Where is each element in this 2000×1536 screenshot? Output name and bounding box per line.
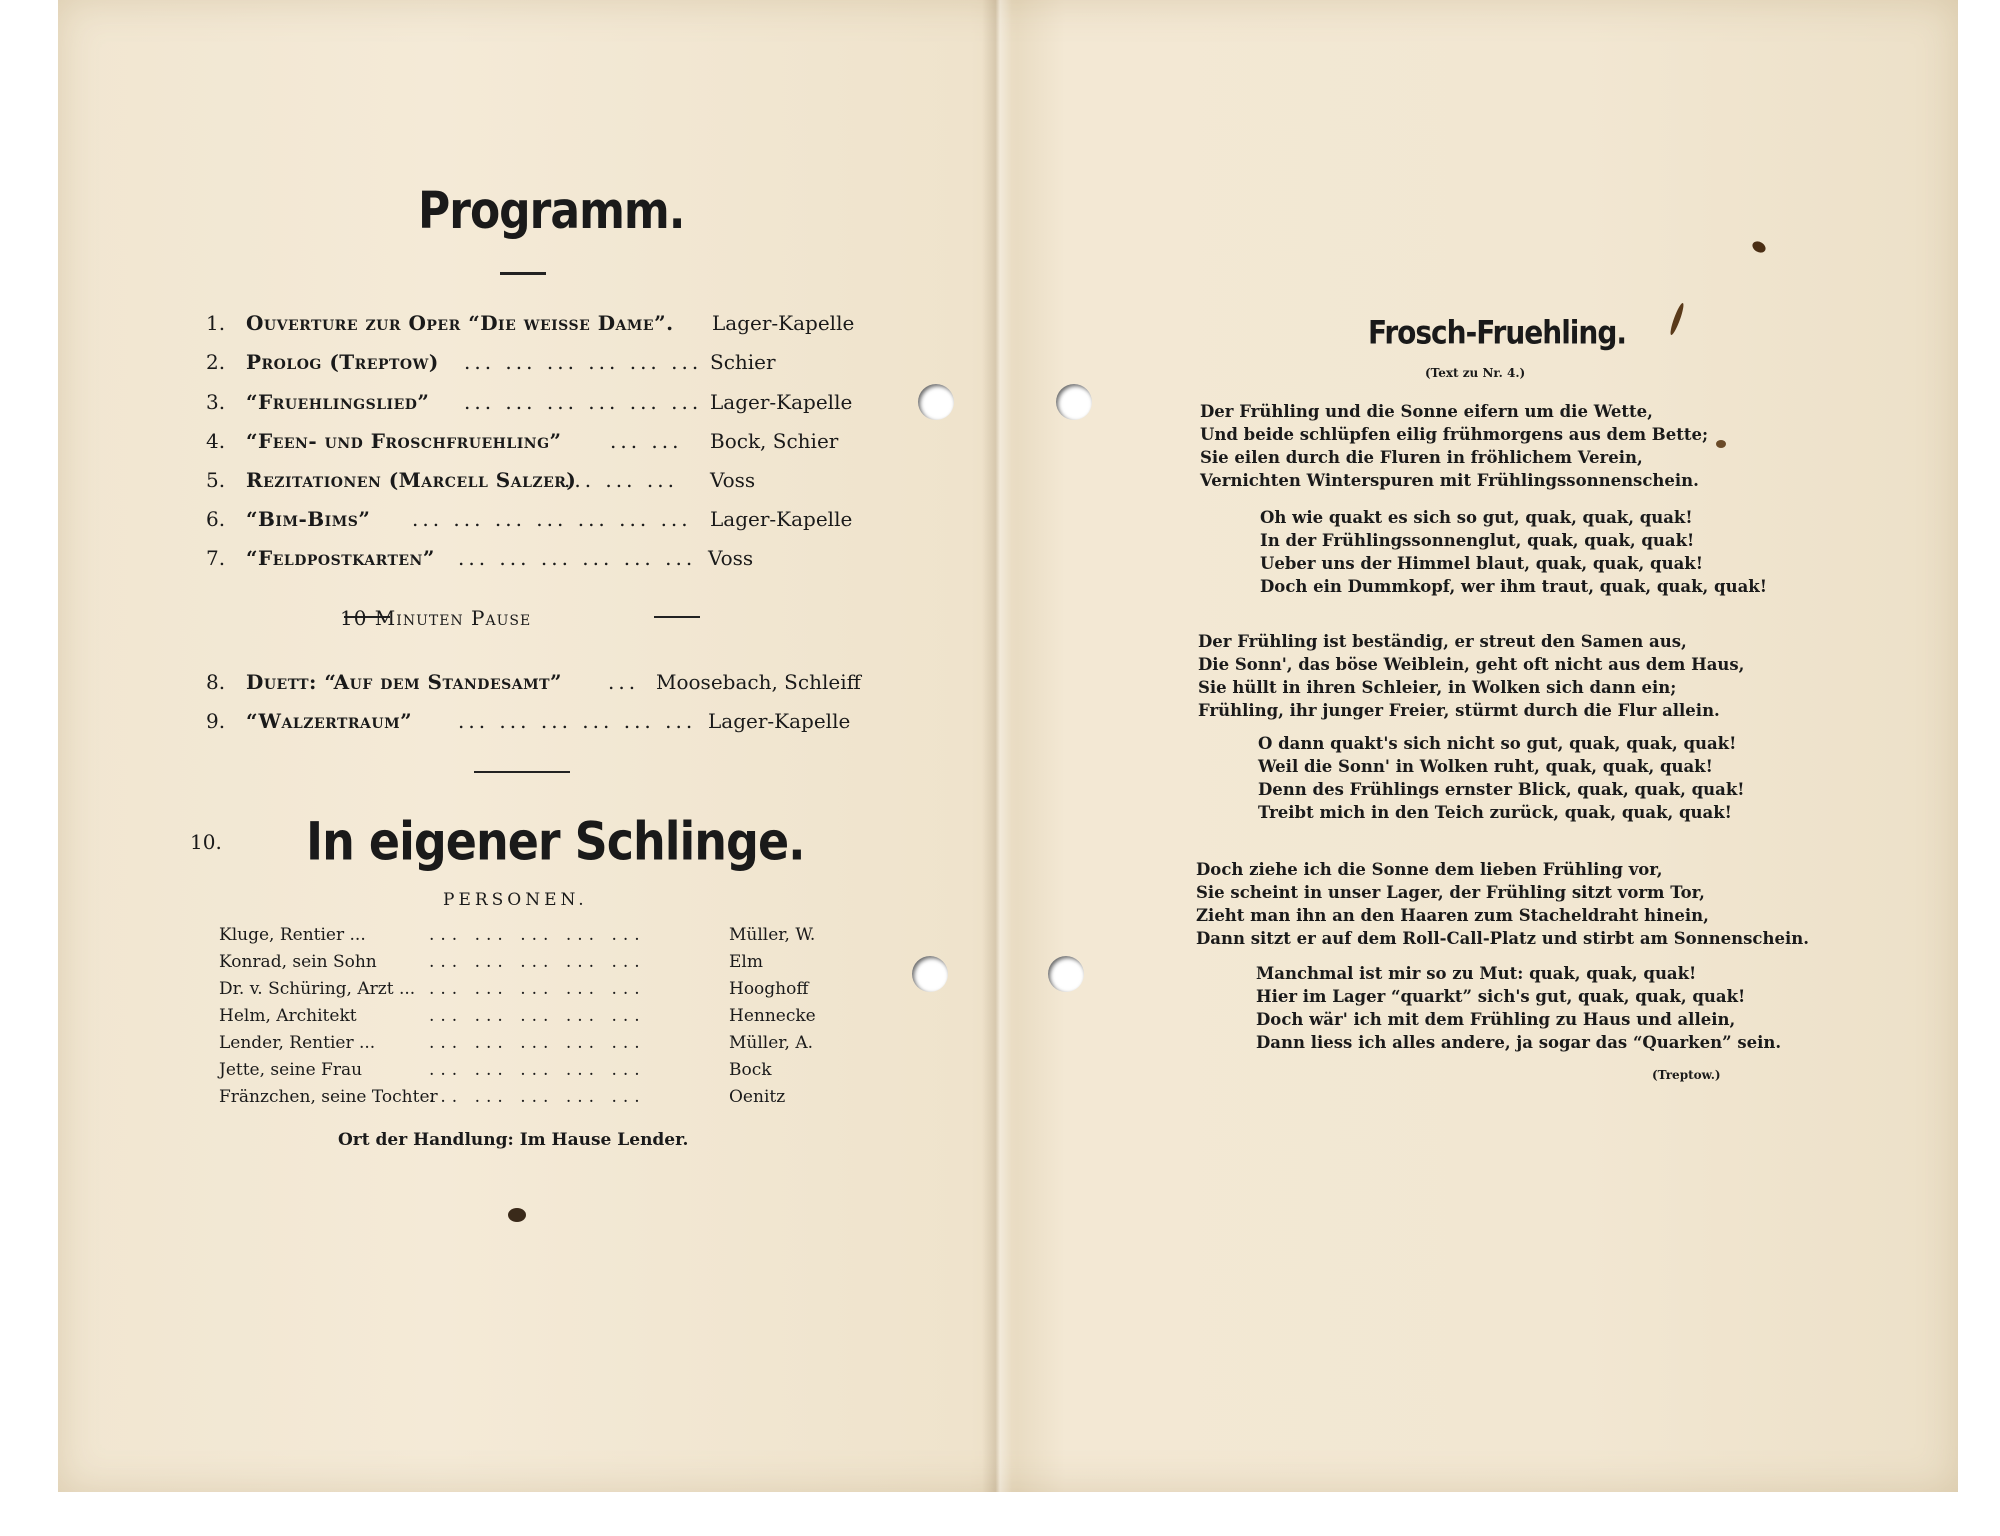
program-item (206, 507, 866, 541)
cast-row (219, 1087, 849, 1114)
cast-role: Kluge, Rentier ... (219, 925, 366, 945)
program-item-performer: Lager-Kapelle (710, 390, 853, 414)
poem-line: Manchmal ist mir so zu Mut: quak, quak, quak! (1256, 964, 1697, 983)
program-item (206, 429, 866, 463)
cast-actor: Bock (729, 1060, 772, 1080)
play-rule (474, 771, 570, 773)
ink-stain (1716, 440, 1726, 448)
program-item-number: 6. (206, 507, 226, 531)
poem-line: Vernichten Winterspuren mit Frühlingssonnenschein. (1200, 471, 1699, 490)
poem-line: Der Frühling ist beständig, er streut den Samen aus, (1198, 632, 1687, 651)
cast-actor: Oenitz (729, 1087, 786, 1107)
punch-hole (1056, 384, 1092, 420)
program-item-title: Rezitationen (Marcell Salzer) (246, 468, 577, 492)
play-title: In eigener Schlinge. (306, 809, 805, 873)
program-item-dots: ... ... ... ... ... ... (464, 390, 703, 414)
program-item (206, 546, 866, 580)
program-item-title: “Feldpostkarten” (246, 546, 435, 570)
program-item-dots: ... ... (610, 429, 683, 453)
poem-line: Denn des Frühlings ernster Blick, quak, quak, quak! (1258, 780, 1745, 799)
poem-title: Frosch-Fruehling. (1368, 313, 1627, 352)
poem-line: Dann liess ich alles andere, ja sogar das “Quarken” sein. (1256, 1033, 1782, 1052)
cast-dots: ... ... ... ... ... (429, 952, 646, 972)
cast-role: Jette, seine Frau (219, 1060, 363, 1080)
poem-line: O dann quakt's sich nicht so gut, quak, quak, quak! (1258, 734, 1737, 753)
cast-actor: Müller, A. (729, 1033, 814, 1053)
poem-line: Weil die Sonn' in Wolken ruht, quak, quak, quak! (1258, 757, 1713, 776)
program-item-dots: ... ... ... ... ... ... ... (412, 507, 692, 531)
center-fold (982, 0, 1012, 1492)
cast-actor: Hooghoff (729, 979, 809, 999)
cast-actor: Elm (729, 952, 763, 972)
program-item-number: 7. (206, 546, 226, 570)
poem-line: Ueber uns der Himmel blaut, quak, quak, quak! (1260, 554, 1703, 573)
program-item-number: 9. (206, 709, 226, 733)
poem-line: Hier im Lager “quarkt” sich's gut, quak, quak, quak! (1256, 987, 1746, 1006)
poem-line: Zieht man ihn an den Haaren zum Stacheldraht hinein, (1196, 906, 1709, 925)
title-rule (500, 272, 546, 275)
poem-line: Die Sonn', das böse Weiblein, geht oft nicht aus dem Haus, (1198, 655, 1745, 674)
program-item (206, 350, 866, 384)
cast-dots: ... ... ... ... ... (429, 925, 646, 945)
program-item-number: 3. (206, 390, 226, 414)
play-number: 10. (190, 830, 222, 854)
program-item-performer: Voss (708, 546, 754, 570)
program-item-title: “Feen- und Froschfruehling” (246, 429, 562, 453)
cast-row (219, 925, 849, 952)
program-item-number: 5. (206, 468, 226, 492)
poem-line: Doch ein Dummkopf, wer ihm traut, quak, quak, quak! (1260, 577, 1767, 596)
program-item-performer: Bock, Schier (710, 429, 839, 453)
program-item-number: 1. (206, 311, 226, 335)
program-item-dots: ... ... ... ... ... ... (458, 709, 697, 733)
program-item-number: 4. (206, 429, 226, 453)
program-item-title: Duett: “Auf dem Standesamt” (246, 670, 563, 694)
program-item-title: “Walzertraum” (246, 709, 413, 733)
program-item-performer: Lager-Kapelle (710, 507, 853, 531)
cast-row (219, 1033, 849, 1060)
program-item-performer: Schier (710, 350, 776, 374)
ink-stain (508, 1208, 526, 1222)
program-item (206, 670, 866, 704)
poem-subtitle: (Text zu Nr. 4.) (1425, 366, 1526, 380)
cast-dots: ... ... ... ... ... (429, 1006, 646, 1026)
program-item-performer: Moosebach, Schleiff (656, 670, 861, 694)
program-item-dots: ... ... ... (564, 468, 678, 492)
program-item-title: Ouverture zur Oper “Die weisse Dame”. (246, 311, 674, 335)
cast-role: Lender, Rentier ... (219, 1033, 376, 1053)
poem-line: Oh wie quakt es sich so gut, quak, quak, quak! (1260, 508, 1693, 527)
program-item-dots: ... ... ... ... ... ... (464, 350, 703, 374)
program-item-performer: Lager-Kapelle (708, 709, 851, 733)
cast-row (219, 1060, 849, 1087)
program-item-number: 2. (206, 350, 226, 374)
poem-line: Frühling, ihr junger Freier, stürmt durch die Flur allein. (1198, 701, 1720, 720)
program-item (206, 390, 866, 424)
cast-row (219, 1006, 849, 1033)
pause-label: 10 Minuten Pause (340, 606, 532, 630)
cast-actor: Hennecke (729, 1006, 816, 1026)
program-item-performer: Voss (710, 468, 756, 492)
cast-dots: ... ... ... ... ... (429, 1060, 646, 1080)
setting-line: Ort der Handlung: Im Hause Lender. (338, 1130, 689, 1150)
cast-dots: ... ... ... ... ... (429, 1087, 646, 1107)
poem-line: In der Frühlingssonnenglut, quak, quak, quak! (1260, 531, 1695, 550)
poem-line: Sie hüllt in ihren Schleier, in Wolken sich dann ein; (1198, 678, 1677, 697)
cast-role: Konrad, sein Sohn (219, 952, 377, 972)
program-item-title: “Fruehlingslied” (246, 390, 430, 414)
program-item-number: 8. (206, 670, 226, 694)
program-item-title: Prolog (Treptow) (246, 350, 439, 374)
punch-hole (1048, 956, 1084, 992)
program-item-title: “Bim-Bims” (246, 507, 371, 531)
punch-hole (918, 384, 954, 420)
personen-heading: PERSONEN. (443, 890, 588, 910)
cast-dots: ... ... ... ... ... (429, 979, 646, 999)
cast-role: Fränzchen, seine Tochter (219, 1087, 438, 1107)
cast-row (219, 952, 849, 979)
poem-line: Dann sitzt er auf dem Roll-Call-Platz und stirbt am Sonnenschein. (1196, 929, 1809, 948)
poem-line: Doch ziehe ich die Sonne dem lieben Frühling vor, (1196, 860, 1663, 879)
poem-line: Der Frühling und die Sonne eifern um die Wette, (1200, 402, 1653, 421)
poem-line: Treibt mich in den Teich zurück, quak, quak, quak! (1258, 803, 1732, 822)
cast-actor: Müller, W. (729, 925, 816, 945)
program-title: Programm. (418, 182, 685, 241)
cast-dots: ... ... ... ... ... (429, 1033, 646, 1053)
poem-signature: (Treptow.) (1652, 1068, 1721, 1082)
cast-row (219, 979, 849, 1006)
program-item (206, 709, 866, 743)
punch-hole (912, 956, 948, 992)
pause-rule-right (654, 616, 700, 618)
poem-line: Doch wär' ich mit dem Frühling zu Haus und allein, (1256, 1010, 1736, 1029)
program-item-dots: ... ... ... ... ... ... (458, 546, 697, 570)
cast-role: Dr. v. Schüring, Arzt ... (219, 979, 416, 999)
program-item-dots: ... (608, 670, 640, 694)
program-item (206, 468, 866, 502)
poem-line: Und beide schlüpfen eilig frühmorgens aus dem Bette; (1200, 425, 1709, 444)
program-item-performer: Lager-Kapelle (712, 311, 855, 335)
poem-line: Sie eilen durch die Fluren in fröhlichem Verein, (1200, 448, 1643, 467)
poem-line: Sie scheint in unser Lager, der Frühling sitzt vorm Tor, (1196, 883, 1705, 902)
program-item (206, 311, 866, 345)
cast-role: Helm, Architekt (219, 1006, 357, 1026)
